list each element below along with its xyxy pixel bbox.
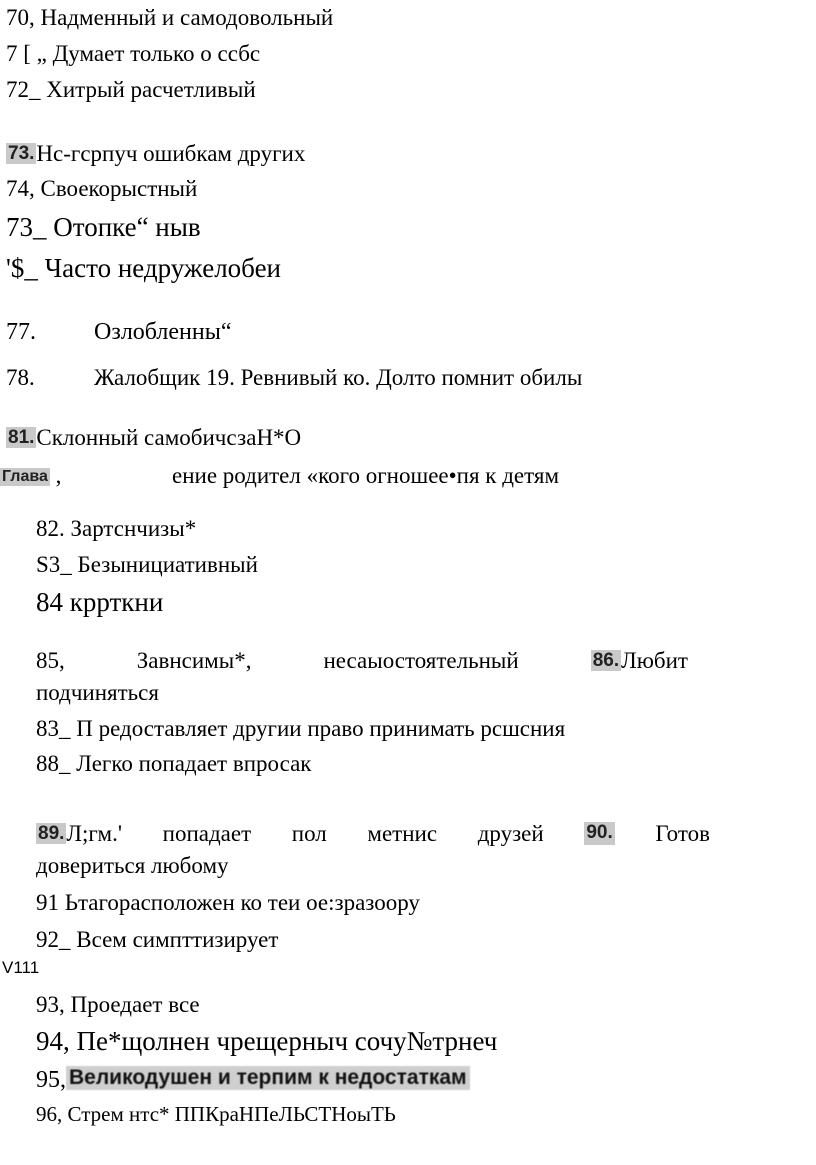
item-78: Жалобщик 19. Ревнивый ко. Долто помнит обилы [94, 365, 583, 390]
item-92: 92_ Всем симпттизирует [36, 927, 279, 952]
item-81-number: 81. [8, 427, 35, 448]
item-74: 74, Своекорыстный [6, 176, 198, 201]
item-73-number: 73. [8, 143, 35, 164]
item-78-number: 78. [6, 365, 35, 390]
item-85-86-line [36, 649, 688, 672]
item-89-number: 89. [38, 823, 65, 844]
item-81 [6, 426, 301, 449]
item-94: 94, Пе*щолнен чрещерныч сочу№трнеч [36, 1026, 498, 1056]
item-90-word: Готов [655, 821, 710, 846]
item-83: S3_ Безынициативный [36, 552, 258, 577]
item-89-90-line [36, 822, 710, 845]
item-95-text: Великодушен и терпим к недостаткам [66, 1066, 470, 1090]
item-88: 88_ Легко попадает впросак [36, 751, 312, 776]
item-89-word-5: друзей [477, 821, 544, 846]
item-96: 96, Стрем нтс* ППКраНПеЛЬСТНоыТЬ [36, 1102, 396, 1126]
item-85-text: несаыостоятельный [323, 648, 519, 673]
item-77-number: 77. [6, 319, 36, 345]
item-84: 84 кррткни [36, 587, 164, 617]
item-81-text: Склонный самобичсзаН*О [36, 425, 302, 450]
item-90-continuation: довериться любому [36, 853, 229, 878]
item-86-text: Любит [621, 648, 688, 673]
item-95 [36, 1066, 470, 1092]
item-75: 73_ Отопке“ ныв [6, 212, 201, 242]
item-77: Озлобленны“ [94, 319, 232, 345]
item-70: 70, Надменный и самодовольный [6, 5, 334, 30]
item-86-continuation: подчиняться [36, 680, 159, 705]
margin-label: V111 [2, 958, 40, 977]
item-73 [6, 142, 305, 165]
item-89-word-3: пол [291, 821, 327, 846]
item-71: 7 [ „ Думает только о ссбс [6, 41, 261, 66]
item-86-number: 86. [592, 650, 620, 671]
item-93: 93, Проедает все [36, 992, 200, 1017]
item-76: '$_ Часто недружелобеи [6, 253, 281, 283]
item-89 [36, 822, 122, 845]
chapter-badge: Глава [2, 468, 48, 485]
item-90-number: 90. [586, 822, 613, 843]
item-82: 82. Зартснчизы* [36, 516, 197, 541]
chapter-text: ение родител «кого огношее•пя к детям [172, 463, 560, 488]
item-73-text: Нс-гсрпуч ошибкам других [36, 141, 306, 166]
chapter-comma: , [55, 463, 62, 488]
item-89-word-4: метнис [367, 821, 438, 846]
item-87: 83_ П редоставляет другии право принимать рсшсния [36, 716, 566, 741]
item-72: 72_ Хитрый расчетливый [6, 77, 256, 102]
item-95-number: 95, [36, 1067, 66, 1093]
item-89-word-2: попадает [162, 821, 252, 846]
item-85-word: Завнсимы*, [136, 648, 252, 673]
chapter-heading-line [0, 464, 61, 487]
item-86 [591, 649, 688, 672]
item-91: 91 Ьтагорасположен ко теи ое:зразоору [36, 890, 420, 915]
item-85-number: 85, [36, 648, 65, 673]
item-89-word-1: Л;гм.' [66, 821, 122, 846]
